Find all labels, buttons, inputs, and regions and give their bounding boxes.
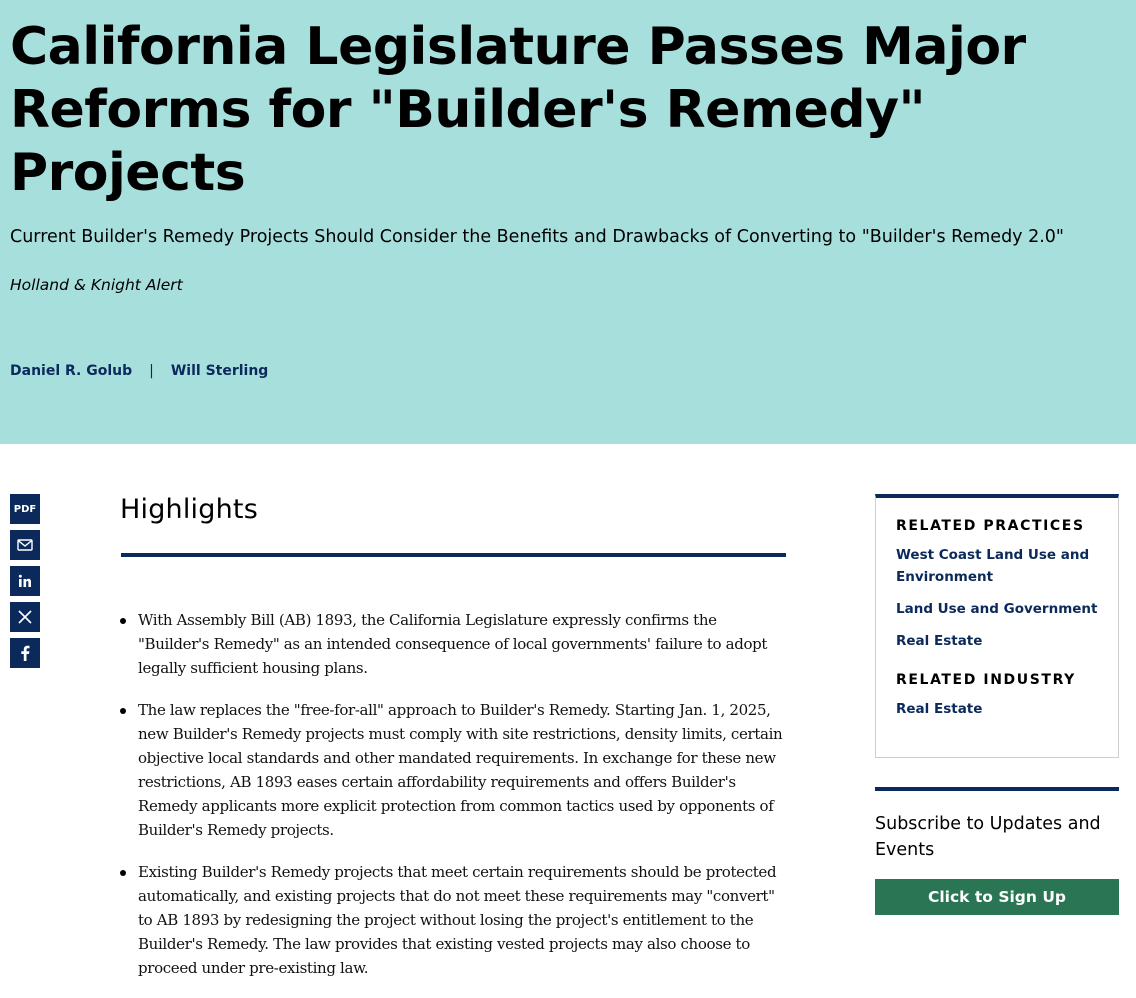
x-icon[interactable] — [10, 602, 40, 632]
highlights-heading: Highlights — [120, 494, 258, 525]
author-separator: | — [149, 363, 154, 379]
sidebar — [875, 494, 1119, 906]
pdf-label: PDF — [13, 503, 37, 515]
related-industry-heading: RELATED INDUSTRY — [896, 672, 1076, 688]
related-practice-link[interactable]: West Coast Land Use and Environment — [896, 547, 1090, 585]
related-practice-link[interactable]: Land Use and Government — [896, 601, 1098, 617]
highlight-item: With Assembly Bill (AB) 1893, the California Legislature expressly confirms the "Builder's Remedy" as an intended consequence of local governments' failure to adopt legally sufficient housing plans. — [120, 608, 786, 680]
author-link-golub[interactable]: Daniel R. Golub — [10, 363, 133, 379]
subscribe-title: Subscribe to Updates and Events — [875, 814, 1101, 860]
page-subtitle: Current Builder's Remedy Projects Should Consider the Benefits and Drawbacks of Converting to "Builder's Remedy 2.0" — [10, 227, 1064, 247]
related-practice-link[interactable]: Real Estate — [896, 633, 983, 649]
author-list — [10, 363, 268, 379]
highlight-item: The law replaces the "free-for-all" approach to Builder's Remedy. Starting Jan. 1, 2025, new Builder's Remedy projects must comply with site restrictions, density limits, certain objective local standards and other mandated requirements. In exchange for these new restrictions, AB 1893 eases certain affordability requirements and offers Builder's Remedy applicants more explicit protection from common tactics used by opponents of Builder's Remedy projects. — [120, 698, 786, 842]
highlights-divider — [121, 553, 786, 557]
share-toolbar — [10, 494, 40, 674]
highlight-item: Existing Builder's Remedy projects that meet certain requirements should be protected automatically, and existing projects that do not meet these requirements may "convert" to AB 1893 by redesigning the project without losing the project's entitlement to the Builder's Remedy. The law provides that existing vested projects may also choose to proceed under pre-existing law. — [120, 860, 786, 980]
subscribe-panel — [875, 787, 1119, 915]
article-header — [0, 0, 1136, 444]
author-link-sterling[interactable]: Will Sterling — [170, 363, 269, 379]
related-industry-link[interactable]: Real Estate — [896, 701, 983, 717]
related-box — [875, 494, 1119, 758]
facebook-icon[interactable] — [10, 638, 40, 668]
highlights-list — [120, 608, 786, 998]
email-icon[interactable] — [10, 530, 40, 560]
alert-type-label: Holland & Knight Alert — [10, 276, 183, 294]
sign-up-button[interactable]: Click to Sign Up — [875, 879, 1119, 915]
related-practices-heading: RELATED PRACTICES — [896, 518, 1085, 534]
pdf-icon[interactable] — [10, 494, 40, 524]
linkedin-icon[interactable] — [10, 566, 40, 596]
highlights-section — [120, 494, 786, 977]
page-title: California Legislature Passes Major Reforms for "Builder's Remedy" Projects — [10, 17, 1026, 203]
